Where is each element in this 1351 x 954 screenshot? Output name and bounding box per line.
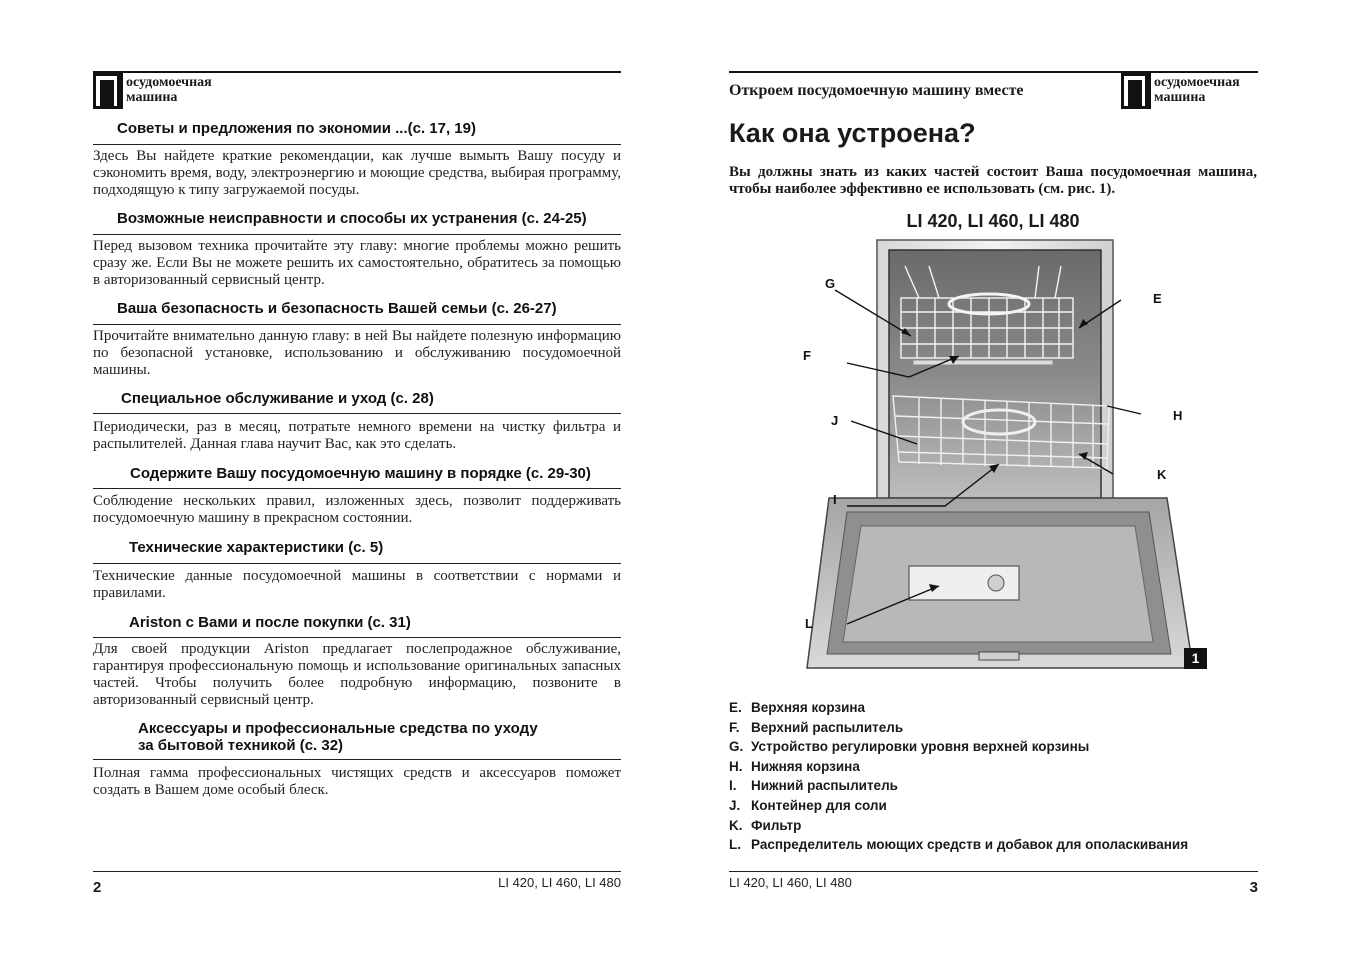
diagram-label-k: K bbox=[1157, 467, 1167, 482]
section-rule bbox=[93, 144, 621, 145]
diagram-label-e: E bbox=[1153, 291, 1162, 306]
legend-item: G. Устройство регулировки уровня верхней корзины bbox=[729, 739, 1090, 755]
section-title-care: Содержите Вашу посудомоечную машину в порядке (с. 29-30) bbox=[130, 465, 591, 482]
section-title-accessories: Аксессуары и профессиональные средства по уходу bbox=[138, 720, 538, 737]
section-body-accessories: Полная гамма профессиональных чистящих средств и аксессуаров поможет создать в Вашем доме особый блеск. bbox=[93, 765, 621, 798]
diagram-label-i: I bbox=[833, 492, 837, 507]
figure-number: 1 bbox=[1184, 648, 1207, 669]
section-body-safety: Прочитайте внимательно данную главу: в ней Вы найдете полезную информацию по безопасной установке, использованию и обслуживанию посудомоечной машины. bbox=[93, 328, 621, 378]
right-page bbox=[729, 0, 1258, 954]
section-rule bbox=[93, 637, 621, 638]
legend-item: K. Фильтр bbox=[729, 817, 802, 833]
diagram-label-f: F bbox=[803, 348, 811, 363]
diagram-label-g: G bbox=[825, 276, 836, 291]
running-head: Откроем посудомоечную машину вместе bbox=[729, 82, 1024, 99]
section-rule bbox=[93, 759, 621, 760]
brand-badge bbox=[93, 73, 212, 109]
section-body-care: Соблюдение нескольких правил, изложенных здесь, позволит поддерживать посудомоечную машину в прекрасном состоянии. bbox=[93, 493, 621, 526]
footer-rule bbox=[729, 871, 1258, 872]
brand-badge bbox=[1121, 73, 1240, 109]
figure-title: LI 420, LI 460, LI 480 bbox=[906, 211, 1080, 231]
diagram-label-h: H bbox=[1173, 408, 1183, 423]
section-rule bbox=[93, 563, 621, 564]
parts-legend bbox=[729, 698, 1188, 855]
page-number: 3 bbox=[1249, 879, 1258, 896]
diagram-label-l: L bbox=[805, 616, 813, 631]
section-body-service: Для своей продукции Ariston предлагает послепродажное обслуживание, гарантируя профессиональную помощь и использование оригинальных запасных частей. Чтобы получить более подробную информацию, позвоните в авторизованный сервисный центр. bbox=[93, 641, 621, 708]
footer-model: LI 420, LI 460, LI 480 bbox=[498, 875, 621, 890]
section-title-economy: Советы и предложения по экономии ...(с. 17, 19) bbox=[117, 120, 476, 137]
legend-item: L. Распределитель моющих средств и добавок для ополаскивания bbox=[729, 837, 1189, 853]
brand-logo-icon bbox=[93, 73, 123, 109]
page-title: Как она устроена? bbox=[729, 118, 976, 148]
section-rule bbox=[93, 234, 621, 235]
section-rule bbox=[93, 488, 621, 489]
section-rule bbox=[93, 413, 621, 414]
dishwasher-diagram bbox=[789, 236, 1209, 676]
brand-text: осудомоечная машина bbox=[126, 75, 212, 105]
brand-text: осудомоечная машина bbox=[1154, 75, 1240, 105]
intro-text: Вы должны знать из каких частей состоит Ваша посудомоечная машина, чтобы наиболее эффективно ее использовать (см. рис. 1). bbox=[729, 164, 1257, 197]
section-title-accessories-line2: за бытовой техникой (с. 32) bbox=[138, 737, 344, 754]
legend-item: I. Нижний распылитель bbox=[729, 778, 898, 794]
brand-logo-icon bbox=[1121, 73, 1151, 109]
section-title-specs: Технические характеристики (с. 5) bbox=[129, 539, 384, 556]
section-title-troubleshooting: Возможные неисправности и способы их устранения (с. 24-25) bbox=[117, 210, 587, 227]
page-number: 2 bbox=[93, 879, 102, 896]
section-body-maintenance: Периодически, раз в месяц, потратьте немного времени на чистку фильтра и распылителей. Данная глава научит Вас, как это сделать. bbox=[93, 419, 621, 452]
left-page bbox=[93, 0, 621, 954]
section-rule bbox=[93, 324, 621, 325]
footer-rule bbox=[93, 871, 621, 872]
section-body-troubleshooting: Перед вызовом техника прочитайте эту главу: многие проблемы можно решить сразу же. Если Вы не можете решить их самостоятельно, обратитесь за помощью в авторизованный сервисный центр. bbox=[93, 238, 621, 288]
section-title-service: Ariston с Вами и после покупки (с. 31) bbox=[129, 614, 411, 631]
legend-item: F. Верхний распылитель bbox=[729, 719, 904, 735]
legend-item: J. Контейнер для соли bbox=[729, 797, 887, 813]
section-title-safety: Ваша безопасность и безопасность Вашей семьи (с. 26-27) bbox=[117, 300, 557, 317]
legend-item: E. Верхняя корзина bbox=[729, 700, 866, 715]
section-body-specs: Технические данные посудомоечной машины в соответствии с нормами и правилами. bbox=[93, 568, 621, 601]
diagram-label-j: J bbox=[831, 413, 839, 428]
section-title-maintenance: Специальное обслуживание и уход (с. 28) bbox=[121, 390, 434, 407]
legend-item: H. Нижняя корзина bbox=[729, 758, 860, 774]
section-body-economy: Здесь Вы найдете краткие рекомендации, как лучше вымыть Вашу посуду и сэкономить время, воду, электроэнергию и моющие средства, выбирая программу, подходящую к типу загружаемой посуды. bbox=[93, 148, 621, 198]
footer-model: LI 420, LI 460, LI 480 bbox=[729, 875, 852, 890]
